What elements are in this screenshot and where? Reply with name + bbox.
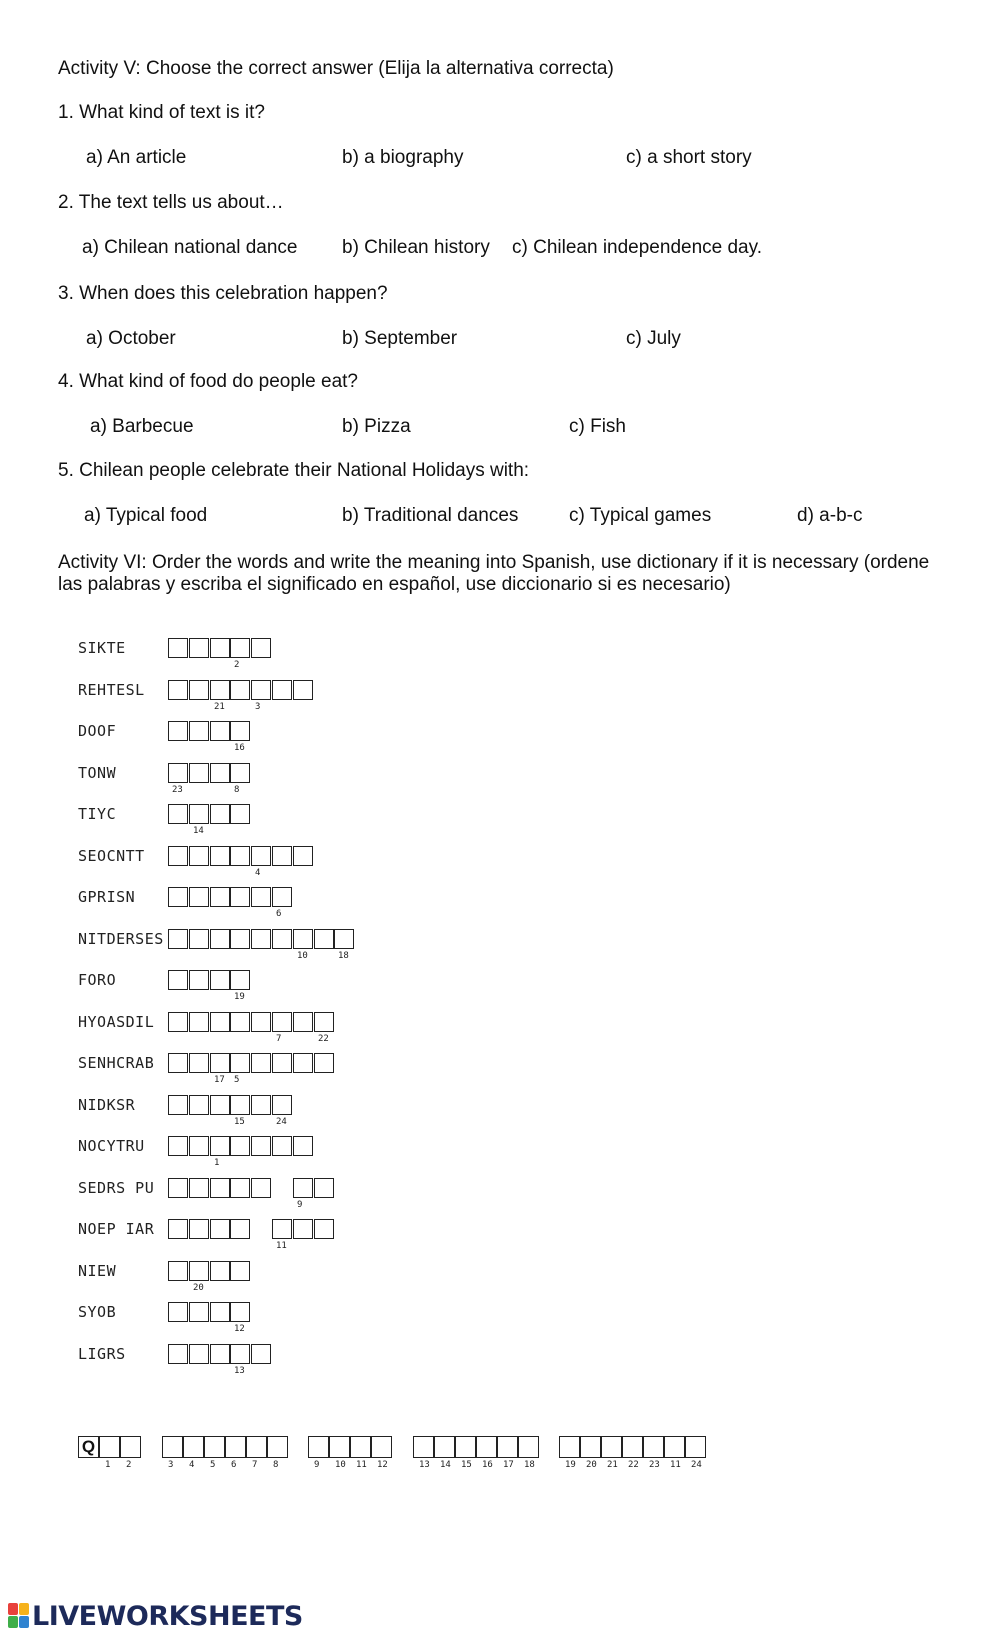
letter-box[interactable] bbox=[251, 1012, 271, 1032]
letter-box[interactable] bbox=[189, 1012, 209, 1032]
phrase-number: 6 bbox=[231, 1460, 237, 1470]
question-3-option-b[interactable]: b) September bbox=[342, 328, 458, 349]
letter-box[interactable] bbox=[210, 887, 230, 907]
letter-box[interactable] bbox=[293, 1178, 313, 1198]
clue-number: 7 bbox=[276, 1034, 282, 1044]
letter-box[interactable] bbox=[168, 1012, 188, 1032]
phrase-letter-box[interactable] bbox=[434, 1436, 455, 1458]
letter-box[interactable] bbox=[189, 1095, 209, 1115]
phrase-number: 1 bbox=[105, 1460, 111, 1470]
phrase-number: 10 bbox=[335, 1460, 346, 1470]
question-4-option-c[interactable]: c) Fish bbox=[569, 416, 626, 437]
letter-box[interactable] bbox=[272, 887, 292, 907]
letter-box[interactable] bbox=[189, 1219, 209, 1239]
phrase-number: 17 bbox=[503, 1460, 514, 1470]
letter-box[interactable] bbox=[272, 846, 292, 866]
question-1-option-b[interactable]: b) a biography bbox=[342, 147, 464, 168]
phrase-letter-box[interactable] bbox=[601, 1436, 622, 1458]
clue-number: 16 bbox=[234, 743, 245, 753]
letter-box[interactable] bbox=[210, 1012, 230, 1032]
phrase-letter-box[interactable] bbox=[476, 1436, 497, 1458]
letter-box[interactable] bbox=[210, 638, 230, 658]
phrase-number: 11 bbox=[670, 1460, 681, 1470]
clue-number: 1 bbox=[214, 1158, 220, 1168]
letter-box[interactable] bbox=[210, 846, 230, 866]
letter-box[interactable] bbox=[210, 680, 230, 700]
activity6-title: Activity VI: Order the words and write the meaning into Spanish, use dictionary if it is necessary (ordene las palabras y escriba el significado en español, use diccionario si es necesario) bbox=[58, 552, 930, 595]
phrase-number: 15 bbox=[461, 1460, 472, 1470]
scrambled-word: GPRISN bbox=[78, 888, 136, 906]
phrase-number: 5 bbox=[210, 1460, 216, 1470]
letter-box[interactable] bbox=[168, 680, 188, 700]
letter-box[interactable] bbox=[210, 1302, 230, 1322]
letter-box[interactable] bbox=[230, 1219, 250, 1239]
question-4-option-b[interactable]: b) Pizza bbox=[342, 416, 411, 437]
scrambled-word: NOCYTRU bbox=[78, 1137, 145, 1155]
logo-icon bbox=[8, 1603, 30, 1629]
question-2-option-c[interactable]: c) Chilean independence day. bbox=[512, 237, 762, 258]
scrambled-word: NITDERSES bbox=[78, 930, 164, 948]
scrambled-word: NOEP IAR bbox=[78, 1220, 155, 1238]
letter-box[interactable] bbox=[189, 763, 209, 783]
letter-box[interactable] bbox=[251, 846, 271, 866]
letter-box[interactable] bbox=[314, 1178, 334, 1198]
phrase-number: 24 bbox=[691, 1460, 702, 1470]
letter-box[interactable] bbox=[189, 638, 209, 658]
letter-box[interactable] bbox=[210, 1136, 230, 1156]
clue-number: 3 bbox=[255, 702, 261, 712]
letter-box[interactable] bbox=[230, 638, 250, 658]
letter-box[interactable] bbox=[251, 1178, 271, 1198]
question-3: 3. When does this celebration happen? bbox=[58, 283, 388, 304]
clue-number: 13 bbox=[234, 1366, 245, 1376]
letter-box[interactable] bbox=[168, 1136, 188, 1156]
letter-box[interactable] bbox=[189, 929, 209, 949]
scrambled-word: TONW bbox=[78, 764, 117, 782]
phrase-letter-box[interactable] bbox=[350, 1436, 371, 1458]
scrambled-word: NIDKSR bbox=[78, 1096, 136, 1114]
letter-box[interactable] bbox=[168, 1302, 188, 1322]
letter-box[interactable] bbox=[168, 638, 188, 658]
phrase-letter-box[interactable] bbox=[518, 1436, 539, 1458]
letter-box[interactable] bbox=[168, 763, 188, 783]
phrase-letter-box[interactable] bbox=[580, 1436, 601, 1458]
letter-box[interactable] bbox=[230, 887, 250, 907]
letter-box[interactable] bbox=[314, 1053, 334, 1073]
letter-box[interactable] bbox=[272, 1136, 292, 1156]
given-letter: Q bbox=[81, 1437, 96, 1456]
phrase-number: 7 bbox=[252, 1460, 258, 1470]
letter-box[interactable] bbox=[189, 721, 209, 741]
letter-box[interactable] bbox=[210, 1095, 230, 1115]
scrambled-word: FORO bbox=[78, 971, 117, 989]
phrase-number: 2 bbox=[126, 1460, 132, 1470]
letter-box[interactable] bbox=[230, 1261, 250, 1281]
letter-box[interactable] bbox=[334, 929, 354, 949]
letter-box[interactable] bbox=[251, 680, 271, 700]
letter-box[interactable] bbox=[189, 887, 209, 907]
letter-box[interactable] bbox=[168, 1095, 188, 1115]
phrase-letter-box[interactable] bbox=[559, 1436, 580, 1458]
scrambled-word: HYOASDIL bbox=[78, 1013, 155, 1031]
letter-box[interactable] bbox=[210, 721, 230, 741]
letter-box[interactable] bbox=[272, 929, 292, 949]
phrase-letter-box[interactable] bbox=[78, 1436, 99, 1458]
phrase-number: 18 bbox=[524, 1460, 535, 1470]
letter-box[interactable] bbox=[189, 1136, 209, 1156]
question-3-option-c[interactable]: c) July bbox=[626, 328, 681, 349]
letter-box[interactable] bbox=[210, 1261, 230, 1281]
letter-box[interactable] bbox=[210, 763, 230, 783]
scrambled-word: SEOCNTT bbox=[78, 847, 145, 865]
phrase-letter-box[interactable] bbox=[204, 1436, 225, 1458]
letter-box[interactable] bbox=[272, 1095, 292, 1115]
phrase-number: 23 bbox=[649, 1460, 660, 1470]
question-4-option-a[interactable]: a) Barbecue bbox=[90, 416, 194, 437]
letter-box[interactable] bbox=[293, 1136, 313, 1156]
clue-number: 22 bbox=[318, 1034, 329, 1044]
question-1-option-a[interactable]: a) An article bbox=[86, 147, 187, 168]
phrase-number: 16 bbox=[482, 1460, 493, 1470]
letter-box[interactable] bbox=[168, 1178, 188, 1198]
letter-box[interactable] bbox=[168, 929, 188, 949]
letter-box[interactable] bbox=[230, 721, 250, 741]
clue-number: 8 bbox=[234, 785, 240, 795]
letter-box[interactable] bbox=[230, 1302, 250, 1322]
phrase-letter-box[interactable] bbox=[413, 1436, 434, 1458]
phrase-letter-box[interactable] bbox=[622, 1436, 643, 1458]
letter-box[interactable] bbox=[168, 721, 188, 741]
letter-box[interactable] bbox=[293, 1219, 313, 1239]
clue-number: 10 bbox=[297, 951, 308, 961]
phrase-number: 9 bbox=[314, 1460, 320, 1470]
letter-box[interactable] bbox=[168, 887, 188, 907]
letter-box[interactable] bbox=[251, 929, 271, 949]
letter-box[interactable] bbox=[189, 680, 209, 700]
phrase-number: 12 bbox=[377, 1460, 388, 1470]
letter-box[interactable] bbox=[230, 846, 250, 866]
phrase-number: 13 bbox=[419, 1460, 430, 1470]
letter-box[interactable] bbox=[230, 1178, 250, 1198]
letter-box[interactable] bbox=[168, 846, 188, 866]
letter-box[interactable] bbox=[189, 1261, 209, 1281]
scrambled-word: SEDRS PU bbox=[78, 1179, 155, 1197]
scrambled-word: SYOB bbox=[78, 1303, 117, 1321]
clue-number: 2 bbox=[234, 660, 240, 670]
question-5: 5. Chilean people celebrate their National Holidays with: bbox=[58, 460, 530, 481]
letter-box[interactable] bbox=[168, 804, 188, 824]
phrase-letter-box[interactable] bbox=[329, 1436, 350, 1458]
letter-box[interactable] bbox=[210, 804, 230, 824]
clue-number: 23 bbox=[172, 785, 183, 795]
letter-box[interactable] bbox=[314, 1012, 334, 1032]
clue-number: 4 bbox=[255, 868, 261, 878]
phrase-letter-box[interactable] bbox=[246, 1436, 267, 1458]
letter-box[interactable] bbox=[293, 929, 313, 949]
question-2: 2. The text tells us about… bbox=[58, 192, 284, 213]
clue-number: 6 bbox=[276, 909, 282, 919]
phrase-number: 22 bbox=[628, 1460, 639, 1470]
phrase-letter-box[interactable] bbox=[99, 1436, 120, 1458]
phrase-letter-box[interactable] bbox=[643, 1436, 664, 1458]
activity5-title: Activity V: Choose the correct answer (Elija la alternativa correcta) bbox=[58, 58, 614, 79]
phrase-letter-box[interactable] bbox=[685, 1436, 706, 1458]
scrambled-word: TIYC bbox=[78, 805, 117, 823]
phrase-number: 4 bbox=[189, 1460, 195, 1470]
letter-box[interactable] bbox=[210, 1053, 230, 1073]
clue-number: 11 bbox=[276, 1241, 287, 1251]
letter-box[interactable] bbox=[168, 1261, 188, 1281]
phrase-number: 14 bbox=[440, 1460, 451, 1470]
question-2-option-b[interactable]: b) Chilean history bbox=[342, 237, 490, 258]
letter-box[interactable] bbox=[189, 1178, 209, 1198]
question-4: 4. What kind of food do people eat? bbox=[58, 371, 358, 392]
phrase-number: 19 bbox=[565, 1460, 576, 1470]
letter-box[interactable] bbox=[230, 1012, 250, 1032]
scrambled-word: SIKTE bbox=[78, 639, 126, 657]
question-1: 1. What kind of text is it? bbox=[58, 102, 265, 123]
letter-box[interactable] bbox=[168, 970, 188, 990]
clue-number: 18 bbox=[338, 951, 349, 961]
clue-number: 19 bbox=[234, 992, 245, 1002]
letter-box[interactable] bbox=[210, 929, 230, 949]
letter-box[interactable] bbox=[189, 846, 209, 866]
letter-box[interactable] bbox=[189, 1302, 209, 1322]
question-5-option-c[interactable]: c) Typical games bbox=[569, 505, 712, 526]
clue-number: 5 bbox=[234, 1075, 240, 1085]
letter-box[interactable] bbox=[230, 970, 250, 990]
question-5-option-d[interactable]: d) a-b-c bbox=[797, 505, 863, 526]
scrambled-word: SENHCRAB bbox=[78, 1054, 155, 1072]
letter-box[interactable] bbox=[293, 1053, 313, 1073]
clue-number: 21 bbox=[214, 702, 225, 712]
letter-box[interactable] bbox=[210, 1219, 230, 1239]
letter-box[interactable] bbox=[189, 804, 209, 824]
letter-box[interactable] bbox=[272, 1012, 292, 1032]
phrase-letter-box[interactable] bbox=[497, 1436, 518, 1458]
letter-box[interactable] bbox=[293, 846, 313, 866]
letter-box[interactable] bbox=[168, 1344, 188, 1364]
letter-box[interactable] bbox=[230, 763, 250, 783]
clue-number: 15 bbox=[234, 1117, 245, 1127]
letter-box[interactable] bbox=[251, 638, 271, 658]
phrase-number: 3 bbox=[168, 1460, 174, 1470]
phrase-number: 8 bbox=[273, 1460, 279, 1470]
letter-box[interactable] bbox=[230, 680, 250, 700]
phrase-letter-box[interactable] bbox=[267, 1436, 288, 1458]
letter-box[interactable] bbox=[314, 1219, 334, 1239]
clue-number: 9 bbox=[297, 1200, 303, 1210]
question-5-option-a[interactable]: a) Typical food bbox=[84, 505, 208, 526]
letter-box[interactable] bbox=[251, 1136, 271, 1156]
phrase-letter-box[interactable] bbox=[183, 1436, 204, 1458]
letter-box[interactable] bbox=[272, 680, 292, 700]
letter-box[interactable] bbox=[168, 1219, 188, 1239]
letter-box[interactable] bbox=[230, 1136, 250, 1156]
letter-box[interactable] bbox=[272, 1219, 292, 1239]
phrase-letter-box[interactable] bbox=[455, 1436, 476, 1458]
question-2-option-a[interactable]: a) Chilean national dance bbox=[82, 237, 298, 258]
letter-box[interactable] bbox=[251, 1095, 271, 1115]
letter-box[interactable] bbox=[210, 970, 230, 990]
letter-box[interactable] bbox=[272, 1053, 292, 1073]
scrambled-word: DOOF bbox=[78, 722, 117, 740]
letter-box[interactable] bbox=[293, 1012, 313, 1032]
question-3-option-a[interactable]: a) October bbox=[86, 328, 176, 349]
phrase-number: 20 bbox=[586, 1460, 597, 1470]
letter-box[interactable] bbox=[189, 1344, 209, 1364]
letter-box[interactable] bbox=[230, 1344, 250, 1364]
clue-number: 12 bbox=[234, 1324, 245, 1334]
question-1-option-c[interactable]: c) a short story bbox=[626, 147, 752, 168]
phrase-letter-box[interactable] bbox=[120, 1436, 141, 1458]
phrase-letter-box[interactable] bbox=[162, 1436, 183, 1458]
letter-box[interactable] bbox=[251, 1053, 271, 1073]
logo-text: LIVEWORKSHEETS bbox=[32, 1600, 303, 1632]
letter-box[interactable] bbox=[230, 1053, 250, 1073]
letter-box[interactable] bbox=[251, 1344, 271, 1364]
clue-number: 20 bbox=[193, 1283, 204, 1293]
letter-box[interactable] bbox=[189, 970, 209, 990]
letter-box[interactable] bbox=[168, 1053, 188, 1073]
scrambled-word: NIEW bbox=[78, 1262, 117, 1280]
letter-box[interactable] bbox=[293, 680, 313, 700]
scrambled-word: LIGRS bbox=[78, 1345, 126, 1363]
scrambled-word: REHTESL bbox=[78, 681, 145, 699]
letter-box[interactable] bbox=[251, 887, 271, 907]
letter-box[interactable] bbox=[230, 1095, 250, 1115]
letter-box[interactable] bbox=[230, 929, 250, 949]
phrase-number: 21 bbox=[607, 1460, 618, 1470]
phrase-letter-box[interactable] bbox=[371, 1436, 392, 1458]
letter-box[interactable] bbox=[210, 1344, 230, 1364]
question-5-option-b[interactable]: b) Traditional dances bbox=[342, 505, 519, 526]
phrase-letter-box[interactable] bbox=[664, 1436, 685, 1458]
letter-box[interactable] bbox=[189, 1053, 209, 1073]
letter-box[interactable] bbox=[230, 804, 250, 824]
phrase-letter-box[interactable] bbox=[308, 1436, 329, 1458]
clue-number: 14 bbox=[193, 826, 204, 836]
phrase-letter-box[interactable] bbox=[225, 1436, 246, 1458]
letter-box[interactable] bbox=[314, 929, 334, 949]
clue-number: 17 bbox=[214, 1075, 225, 1085]
clue-number: 24 bbox=[276, 1117, 287, 1127]
liveworksheets-logo bbox=[8, 1598, 303, 1634]
letter-box[interactable] bbox=[210, 1178, 230, 1198]
phrase-number: 11 bbox=[356, 1460, 367, 1470]
